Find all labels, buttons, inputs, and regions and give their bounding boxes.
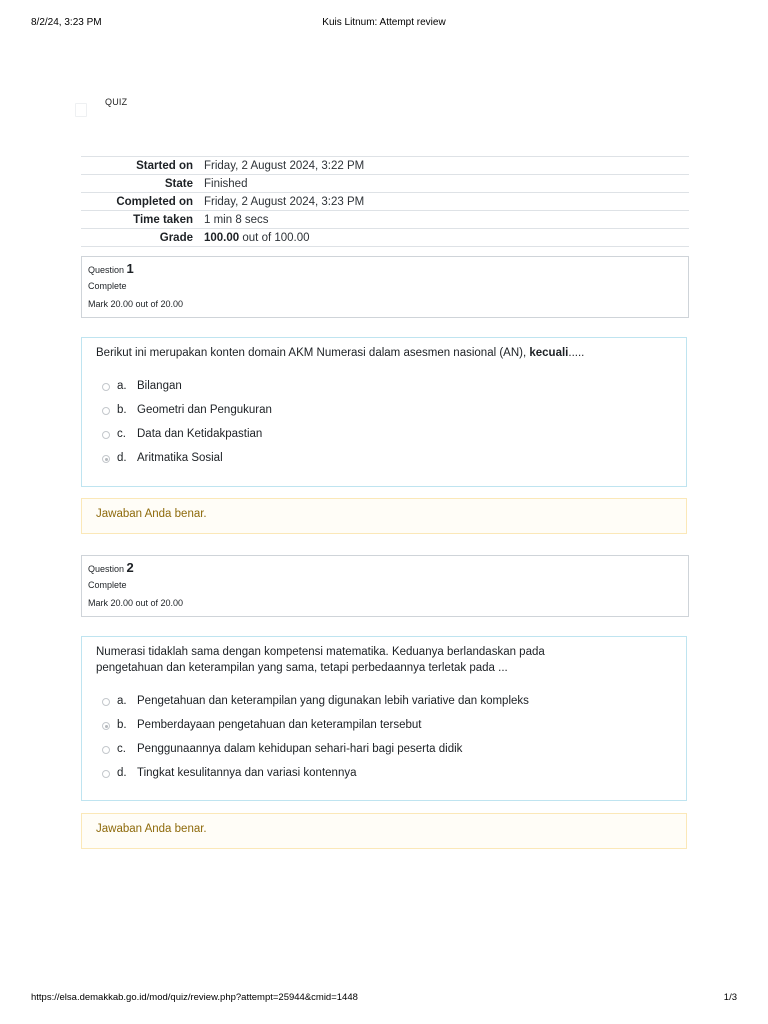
answer-text: Pemberdayaan pengetahuan dan keterampilan tersebut	[137, 719, 422, 731]
grade-value	[204, 229, 689, 247]
question-text-main: Berikut ini merupakan konten domain AKM Numerasi dalam asesmen nasional (AN),	[96, 347, 530, 359]
question-state: Complete	[88, 580, 127, 590]
answer-text: Aritmatika Sosial	[137, 452, 223, 464]
question-1-info	[81, 256, 689, 318]
question-label: Question	[88, 564, 125, 574]
completed-value: Friday, 2 August 2024, 3:23 PM	[204, 195, 365, 208]
question-text	[96, 345, 672, 361]
answer-letter: c.	[117, 743, 126, 755]
print-title: Kuis Litnum: Attempt review	[322, 17, 446, 28]
answer-letter: d.	[117, 452, 127, 464]
question-number	[88, 261, 134, 276]
print-footer	[31, 992, 737, 1006]
answer-text: Tingkat kesulitannya dan variasi kontennya	[137, 767, 357, 779]
summary-row-completed	[81, 193, 689, 211]
activity-type-label: QUIZ	[105, 97, 128, 107]
grade-label: Grade	[159, 231, 193, 244]
time-taken-value: 1 min 8 secs	[204, 213, 269, 226]
question-number-value: 2	[126, 560, 134, 575]
question-2-feedback-box	[81, 813, 687, 849]
radio-button-checked[interactable]	[102, 722, 110, 730]
question-2-formulation	[81, 636, 687, 801]
question-1-feedback-box	[81, 498, 687, 534]
question-1-formulation	[81, 337, 687, 487]
answer-text: Geometri dan Pengukuran	[137, 404, 272, 416]
time-taken-label: Time taken	[133, 213, 193, 226]
feedback-text: Jawaban Anda benar.	[96, 508, 207, 520]
radio-button[interactable]	[102, 770, 110, 778]
quiz-icon	[75, 103, 87, 117]
radio-button[interactable]	[102, 407, 110, 415]
question-label: Question	[88, 265, 125, 275]
question-text-ellipsis: .....	[568, 347, 585, 359]
answer-text: Penggunaannya dalam kehidupan sehari-hari bagi peserta didik	[137, 743, 463, 755]
radio-button[interactable]	[102, 746, 110, 754]
completed-label: Completed on	[116, 195, 193, 208]
answer-letter: d.	[117, 767, 127, 779]
answer-text: Data dan Ketidakpastian	[137, 428, 263, 440]
question-text	[96, 644, 672, 676]
question-state: Complete	[88, 281, 127, 291]
print-url: https://elsa.demakkab.go.id/mod/quiz/review.php?attempt=25944&cmid=1448	[31, 992, 358, 1003]
answer-letter: a.	[117, 380, 127, 392]
question-text-emphasis: kecuali	[529, 347, 569, 359]
question-text-line: pengetahuan dan keterampilan yang sama, tetapi perbedaannya terletak pada ...	[96, 662, 508, 674]
attempt-summary-table	[81, 156, 689, 247]
answer-letter: b.	[117, 404, 127, 416]
grade-score: 100.00	[204, 231, 240, 244]
summary-row-time	[81, 211, 689, 229]
started-value: Friday, 2 August 2024, 3:22 PM	[204, 159, 365, 172]
started-label: Started on	[136, 159, 193, 172]
state-value: Finished	[204, 177, 248, 190]
question-mark: Mark 20.00 out of 20.00	[88, 299, 184, 309]
radio-button[interactable]	[102, 431, 110, 439]
answer-text: Pengetahuan dan keterampilan yang digunakan lebih variative dan kompleks	[137, 695, 529, 707]
question-mark: Mark 20.00 out of 20.00	[88, 598, 184, 608]
question-text-line: Numerasi tidaklah sama dengan kompetensi matematika. Keduanya berlandaskan pada	[96, 646, 545, 658]
state-label: State	[164, 177, 193, 190]
question-2-info	[81, 555, 689, 617]
radio-button[interactable]	[102, 698, 110, 706]
answer-text: Bilangan	[137, 380, 182, 392]
question-number-value: 1	[126, 261, 134, 276]
print-header	[31, 17, 737, 31]
print-page-number: 1/3	[723, 992, 737, 1003]
summary-row-state	[81, 175, 689, 193]
answer-letter: a.	[117, 695, 127, 707]
answer-letter: c.	[117, 428, 126, 440]
summary-row-started	[81, 157, 689, 175]
radio-button-checked[interactable]	[102, 455, 110, 463]
feedback-text: Jawaban Anda benar.	[96, 823, 207, 835]
question-number	[88, 560, 134, 575]
answer-letter: b.	[117, 719, 127, 731]
summary-row-grade	[81, 229, 689, 247]
radio-button[interactable]	[102, 383, 110, 391]
grade-suffix: out of 100.00	[239, 231, 310, 244]
print-date: 8/2/24, 3:23 PM	[31, 17, 102, 28]
